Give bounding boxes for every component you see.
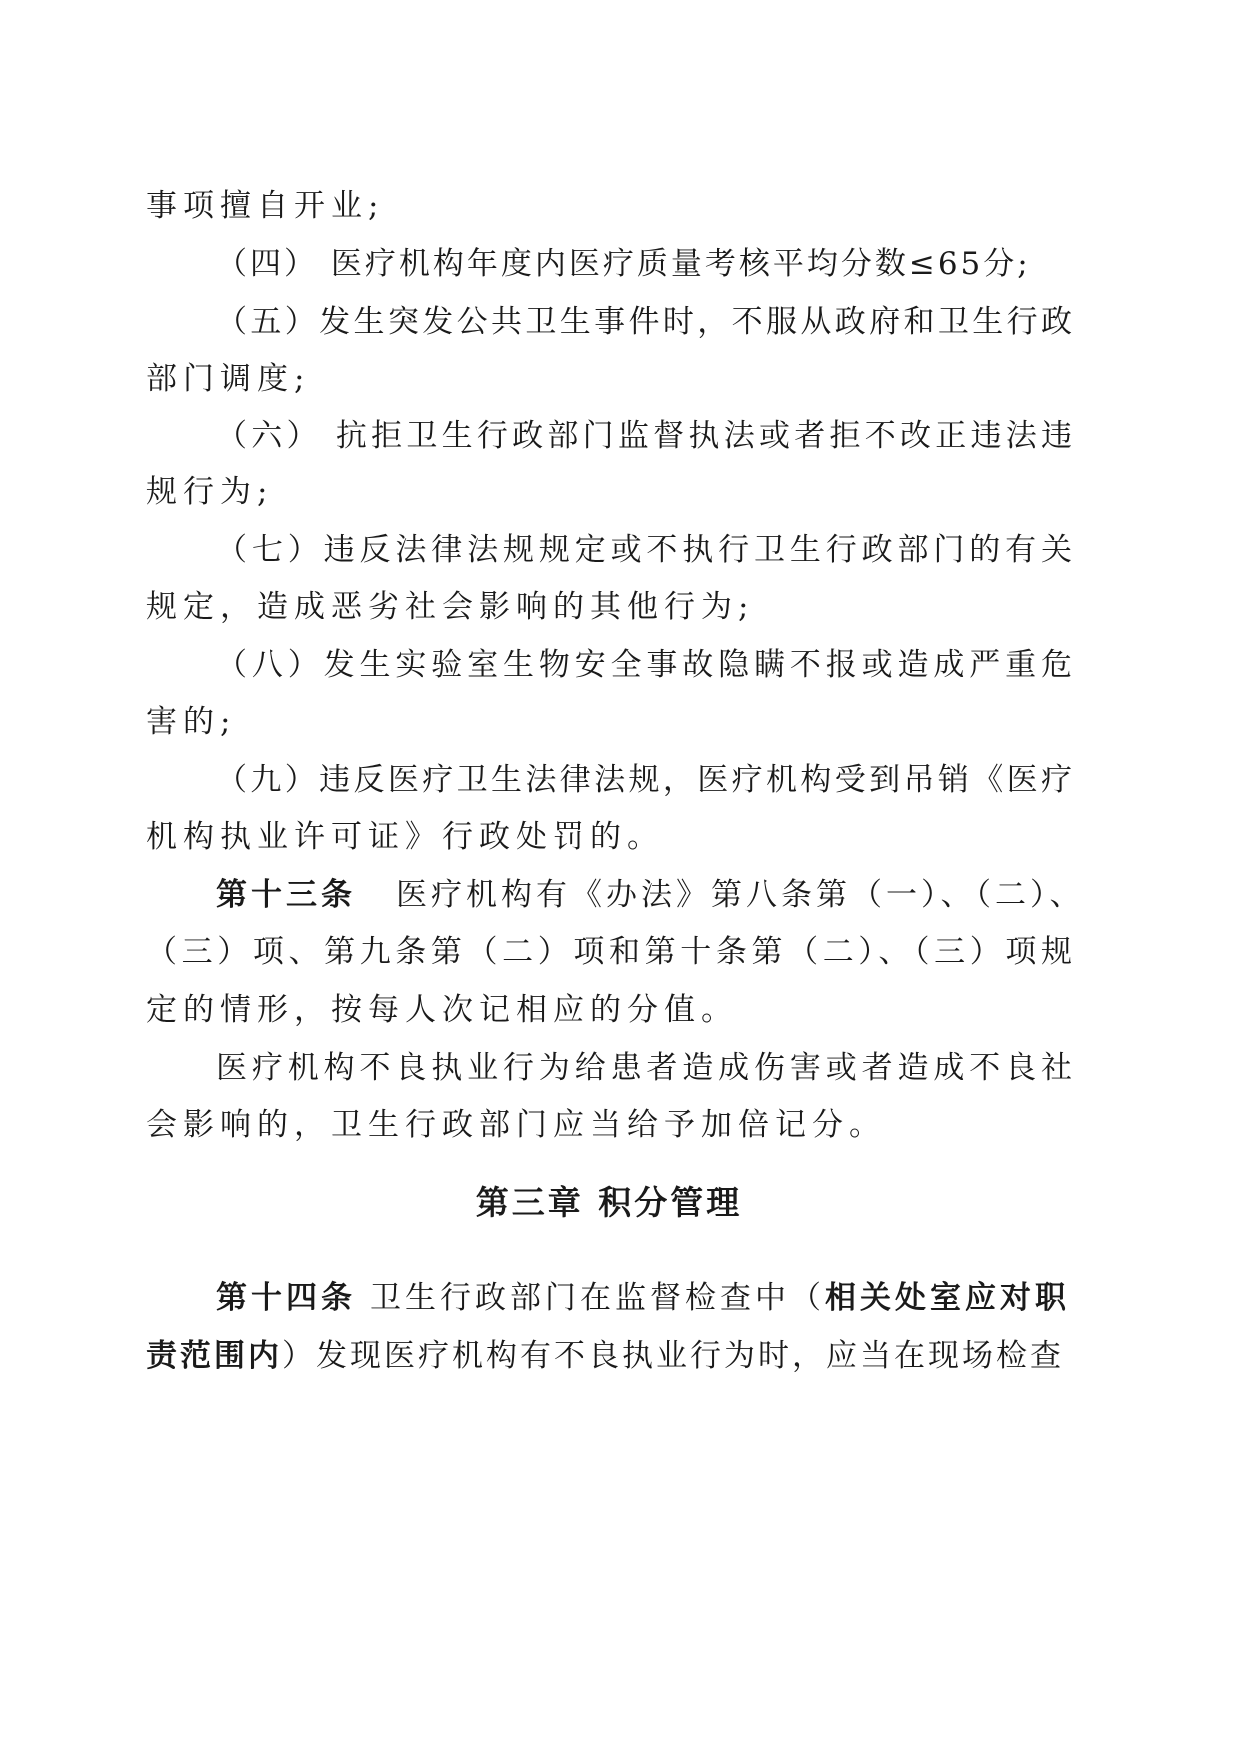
article-13-text: 医疗机构有《办法》第八条第（一）、（二）、 xyxy=(396,877,1085,913)
body-line: （八）发生实验室生物安全事故隐瞒不报或造成严重危 xyxy=(216,647,1072,683)
body-line: 规行为; xyxy=(146,474,274,510)
article-13-para-2-line-2: 会影响的，卫生行政部门应当给予加倍记分。 xyxy=(146,1107,886,1143)
body-line: （九）违反医疗卫生法律法规，医疗机构受到吊销《医疗 xyxy=(216,762,1072,798)
body-line: 事项擅自开业; xyxy=(146,188,385,224)
body-line: 机构执业许可证》行政处罚的。 xyxy=(146,819,664,855)
body-line: 害的; xyxy=(146,704,237,740)
body-line: 部门调度; xyxy=(146,361,311,397)
article-14-line-1 xyxy=(216,1278,1072,1318)
article-14-text: 卫生行政部门在监督检查中（ xyxy=(370,1280,825,1316)
body-line: （六） 抗拒卫生行政部门监督执法或者拒不改正违法违 xyxy=(216,418,1072,454)
body-line: （五）发生突发公共卫生事件时，不服从政府和卫生行政 xyxy=(216,304,1072,340)
article-13-line-1 xyxy=(216,875,1085,915)
chapter-title: 第三章 积分管理 xyxy=(475,1183,743,1222)
article-13-line-2: （三）项、第九条第（二）项和第十条第（二）、（三）项规 xyxy=(146,934,1072,970)
body-line: （四） 医疗机构年度内医疗质量考核平均分数≤65分; xyxy=(216,246,1031,282)
article-13-line-3: 定的情形，按每人次记相应的分值。 xyxy=(146,992,738,1028)
article-13-heading: 第十三条 xyxy=(216,877,356,913)
article-14-line-2 xyxy=(146,1336,1072,1376)
body-line: 规定，造成恶劣社会影响的其他行为; xyxy=(146,589,755,625)
article-14-bold-text: 相关处室应对职 xyxy=(825,1280,1070,1316)
article-13-para-2-line-1: 医疗机构不良执业行为给患者造成伤害或者造成不良社 xyxy=(216,1050,1072,1086)
article-14-bold-text-2: 责范围内 xyxy=(146,1338,282,1374)
article-14-text-2: ）发现医疗机构有不良执业行为时，应当在现场检查 xyxy=(282,1338,1064,1374)
body-line: （七）违反法律法规规定或不执行卫生行政部门的有关 xyxy=(216,532,1072,568)
article-14-heading: 第十四条 xyxy=(216,1280,356,1316)
